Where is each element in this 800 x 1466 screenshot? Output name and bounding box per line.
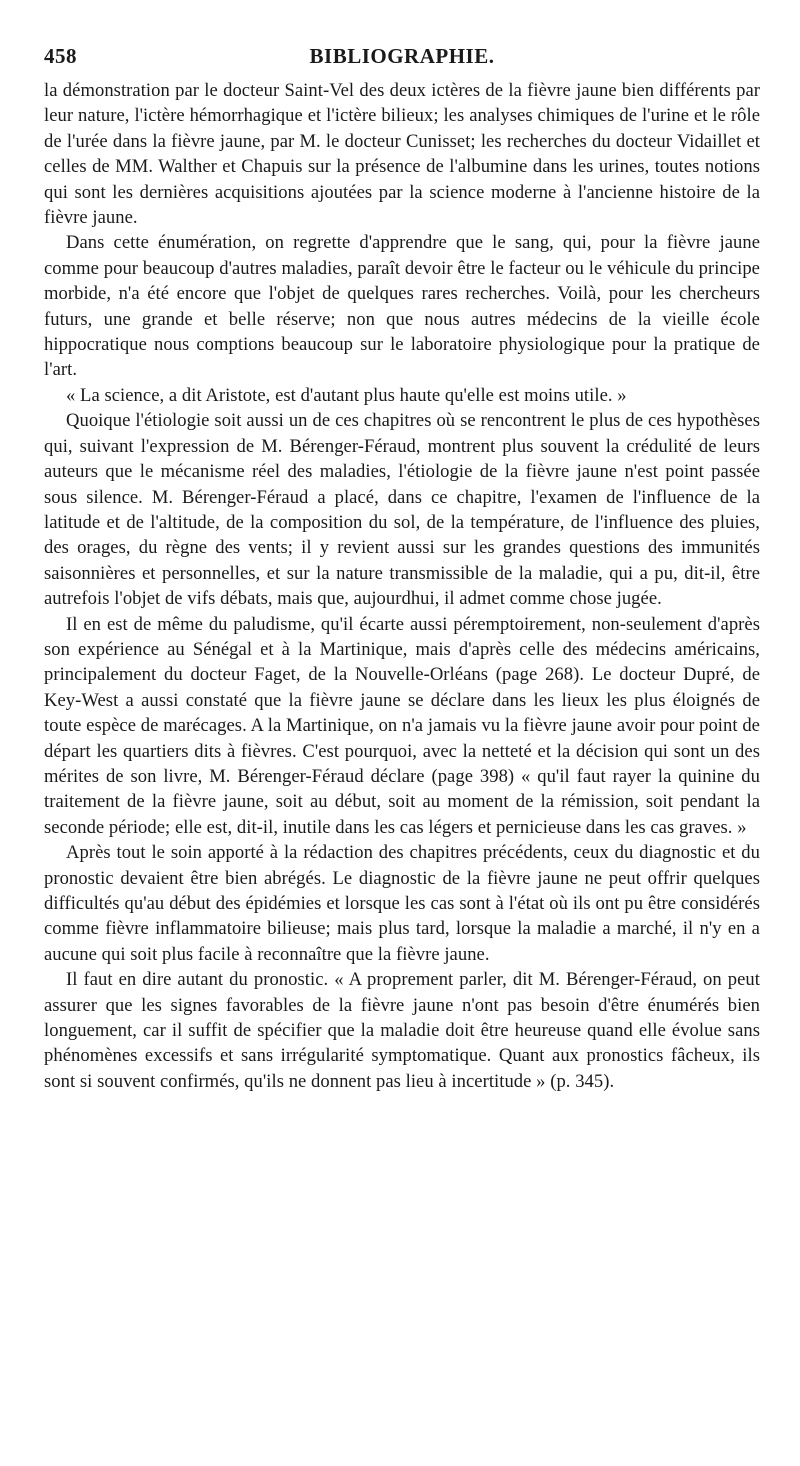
paragraph-blood-research: Dans cette énumération, on regrette d'apprendre que le sang, qui, pour la fièvre jaune comme pour beaucoup d'autres maladies, paraît devoir être le facteur ou le véhicule du principe morbide, n'a été encore que l'objet de quelques rares recherches. Voilà, pour les chercheurs futurs, une grande et belle réserve; non que nous autres médecins de la vieille école hippocratique nous comptions beaucoup sur le laboratoire physiologique pour la pratique de l'art. [44,232,760,381]
paragraph-continued: la démonstration par le docteur Saint-Vel des deux ictères de la fièvre jaune bien différents par leur nature, l'ictère hémorrhagique et l'ictère bilieux; les analyses chimiques de l'urine et le rôle de l'urée dans la fièvre jaune, par M. le docteur Cunisset; les recherches du docteur Vidaillet et celles de MM. Walther et Chapuis sur la présence de l'albumine dans les urines, toutes notions qui sont les dernières acquisitions ajoutées par la science moderne à l'ancienne histoire de la fièvre jaune. [44,80,760,229]
running-head [44,44,760,78]
paragraph-etiology: Quoique l'étiologie soit aussi un de ces chapitres où se rencontrent le plus de ces hypothèses qui, suivant l'expression de M. Bérenger-Féraud, montrent plus souvent la crédulité de leurs auteurs que le mécanisme réel des maladies, l'étiologie de la fièvre jaune n'est point passée sous silence. M. Bérenger-Féraud a placé, dans ce chapitre, l'examen de l'influence de la latitude et de l'altitude, de la composition du sol, de la température, de l'influence des pluies, des orages, du règne des vents; il y revient aussi sur les grandes questions des immunités saisonnières et personnelles, et sur la nature transmissible de la maladie, qui a pu, dit-il, être autrefois l'objet de vifs débats, mais que, aujourdhui, il admet comme chose jugée. [44,410,760,610]
page-number: 458 [44,44,77,68]
paragraph-paludism: Il en est de même du paludisme, qu'il écarte aussi péremptoirement, non-seulement d'après son expérience au Sénégal et à la Martinique, mais d'après celle des médecins américains, principalement du docteur Faget, de la Nouvelle-Orléans (page 268). Le docteur Dupré, de Key-West a aussi constaté que la fièvre jaune se déclare dans les lieux les plus éloignés de toute espèce de marécages. A la Martinique, on n'a jamais vu la fièvre jaune avoir pour point de départ les quartiers dits à fièvres. C'est pourquoi, avec la netteté et la décision qui sont un des mérites de son livre, M. Bérenger-Féraud déclare (page 398) « qu'il faut rayer la quinine du traitement de la fièvre jaune, soit au début, soit au moment de la rémission, soit pendant la seconde période; elle est, dit-il, inutile dans les cas légers et pernicieuse dans les cas graves. » [44,613,760,838]
paragraph-diagnosis: Après tout le soin apporté à la rédaction des chapitres précédents, ceux du diagnostic et du pronostic devaient être bien abrégés. Le diagnostic de la fièvre jaune ne peut offrir quelques difficultés qu'au début des épidémies et lorsque les cas sont à l'état où ils ont pu être considérés comme fièvre inflammatoire bilieuse; mais plus tard, lorsque la maladie a marché, il n'y en a aucune qui soit plus facile à reconnaître que la fièvre jaune. [44,842,760,965]
book-page [44,44,760,1094]
paragraph-prognosis: Il faut en dire autant du pronostic. « A proprement parler, dit M. Bérenger-Féraud, on peut assurer que les signes favorables de la fièvre jaune n'ont pas besoin d'être énumérés bien longuement, car il suffit de spécifier que la maladie doit être heureuse quand elle évolue sans phénomènes excessifs et sans irrégularité symptomatique. Quant aux pronostics fâcheux, ils sont si souvent confirmés, qu'ils ne donnent pas lieu à incertitude » (p. 345). [44,969,760,1092]
paragraph-aristotle-quote: « La science, a dit Aristote, est d'autant plus haute qu'elle est moins utile. » [66,384,627,406]
body-text [44,78,760,1094]
running-title: BIBLIOGRAPHIE. [309,44,495,68]
